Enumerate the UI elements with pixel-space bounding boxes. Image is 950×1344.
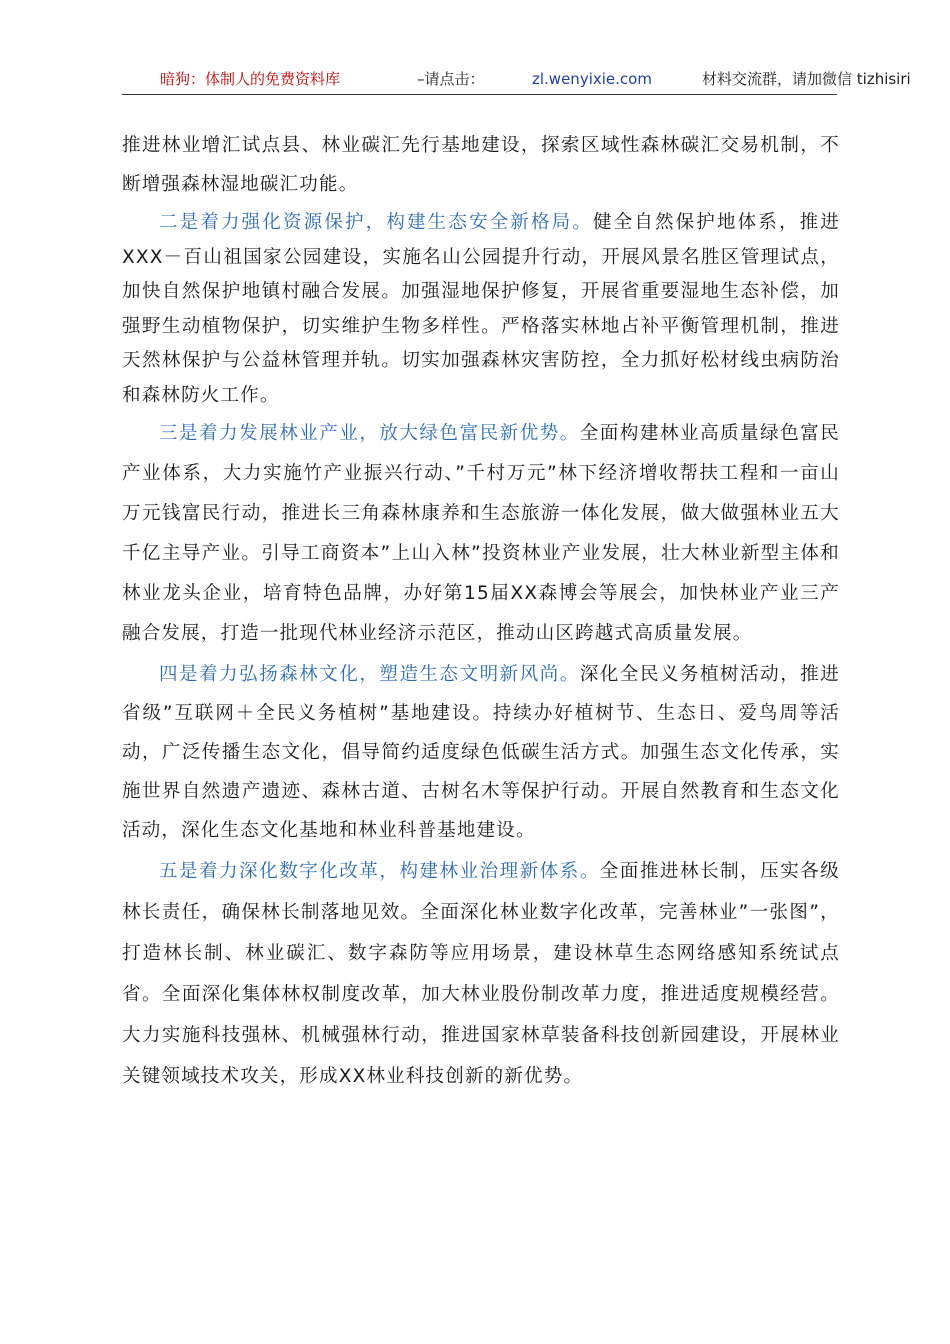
paragraph-4-heading: 四是着力弘扬森林文化，塑造生态文明新风尚。 <box>159 664 580 685</box>
paragraph-1-body: 推进林业增汇试点县、林业碳汇先行基地建设，探索区域性森林碳汇交易机制，不断增强森林湿地碳汇功能。 <box>122 135 840 195</box>
paragraph-3-body: 全面构建林业高质量绿色富民产业体系，大力实施竹产业振兴行动、”千村万元”林下经济增收帮扶工程和一亩山万元钱富民行动，推进长三角森林康养和生态旅游一体化发展，做大做强林业五大千亿主导产业。引导工商资本”上山入林”投资林业产业发展，壮大林业新型主体和林业龙头企业，培育特色品牌，办好第15届XX森博会等展会，加快林业产业三产融合发展，打造一批现代林业经济示范区，推动山区跨越式高质量发展。 <box>122 423 840 644</box>
paragraph-2 <box>122 206 840 413</box>
paragraph-5-body: 全面推进林长制，压实各级林长责任，确保林长制落地见效。全面深化林业数字化改革，完善林业”一张图”，打造林长制、林业碳汇、数字森防等应用场景，建设林草生态网络感知系统试点省。全面深化集体林权制度改革，加大林业股份制改革力度，推进适度规模经营。大力实施科技强林、机械强林行动，推进国家林草装备科技创新园建设，开展林业关键领域技术攻关，形成XX林业科技创新的新优势。 <box>122 861 841 1087</box>
header-contact: 材料交流群，请加微信 tizhisiri <box>702 70 911 88</box>
page-header <box>122 66 911 95</box>
header-separator: –请点击： <box>417 70 485 88</box>
header-link[interactable]: zl.wenyixie.com <box>532 70 652 88</box>
paragraph-2-heading: 二是着力强化资源保护，构建生态安全新格局。 <box>159 212 593 233</box>
paragraph-3 <box>122 414 840 654</box>
paragraph-3-heading: 三是着力发展林业产业，放大绿色富民新优势。 <box>159 423 580 444</box>
header-brand: 暗狗：体制人的免费资料库 <box>160 70 341 88</box>
paragraph-5 <box>122 851 840 1097</box>
document-body <box>122 126 840 1097</box>
paragraph-4-body: 深化全民义务植树活动，推进省级”互联网＋全民义务植树”基地建设。持续办好植树节、生态日、爱鸟周等活动，广泛传播生态文化，倡导简约适度绿色低碳生活方式。加强生态文化传承，实施世界自然遗产遗迹、森林古道、古树名木等保护行动。开展自然教育和生态文化活动，深化生态文化基地和林业科普基地建设。 <box>122 664 840 841</box>
paragraph-5-heading: 五是着力深化数字化改革，构建林业治理新体系。 <box>159 861 600 882</box>
paragraph-4 <box>122 655 840 850</box>
paragraph-2-body: 健全自然保护地体系，推进XXX－百山祖国家公园建设，实施名山公园提升行动，开展风景名胜区管理试点，加快自然保护地镇村融合发展。加强湿地保护修复，开展省重要湿地生态补偿，加强野生动植物保护，切实维护生物多样性。严格落实林地占补平衡管理机制，推进天然林保护与公益林管理并轨。切实加强森林灾害防控，全力抓好松材线虫病防治和森林防火工作。 <box>122 212 841 406</box>
paragraph-1 <box>122 126 840 204</box>
